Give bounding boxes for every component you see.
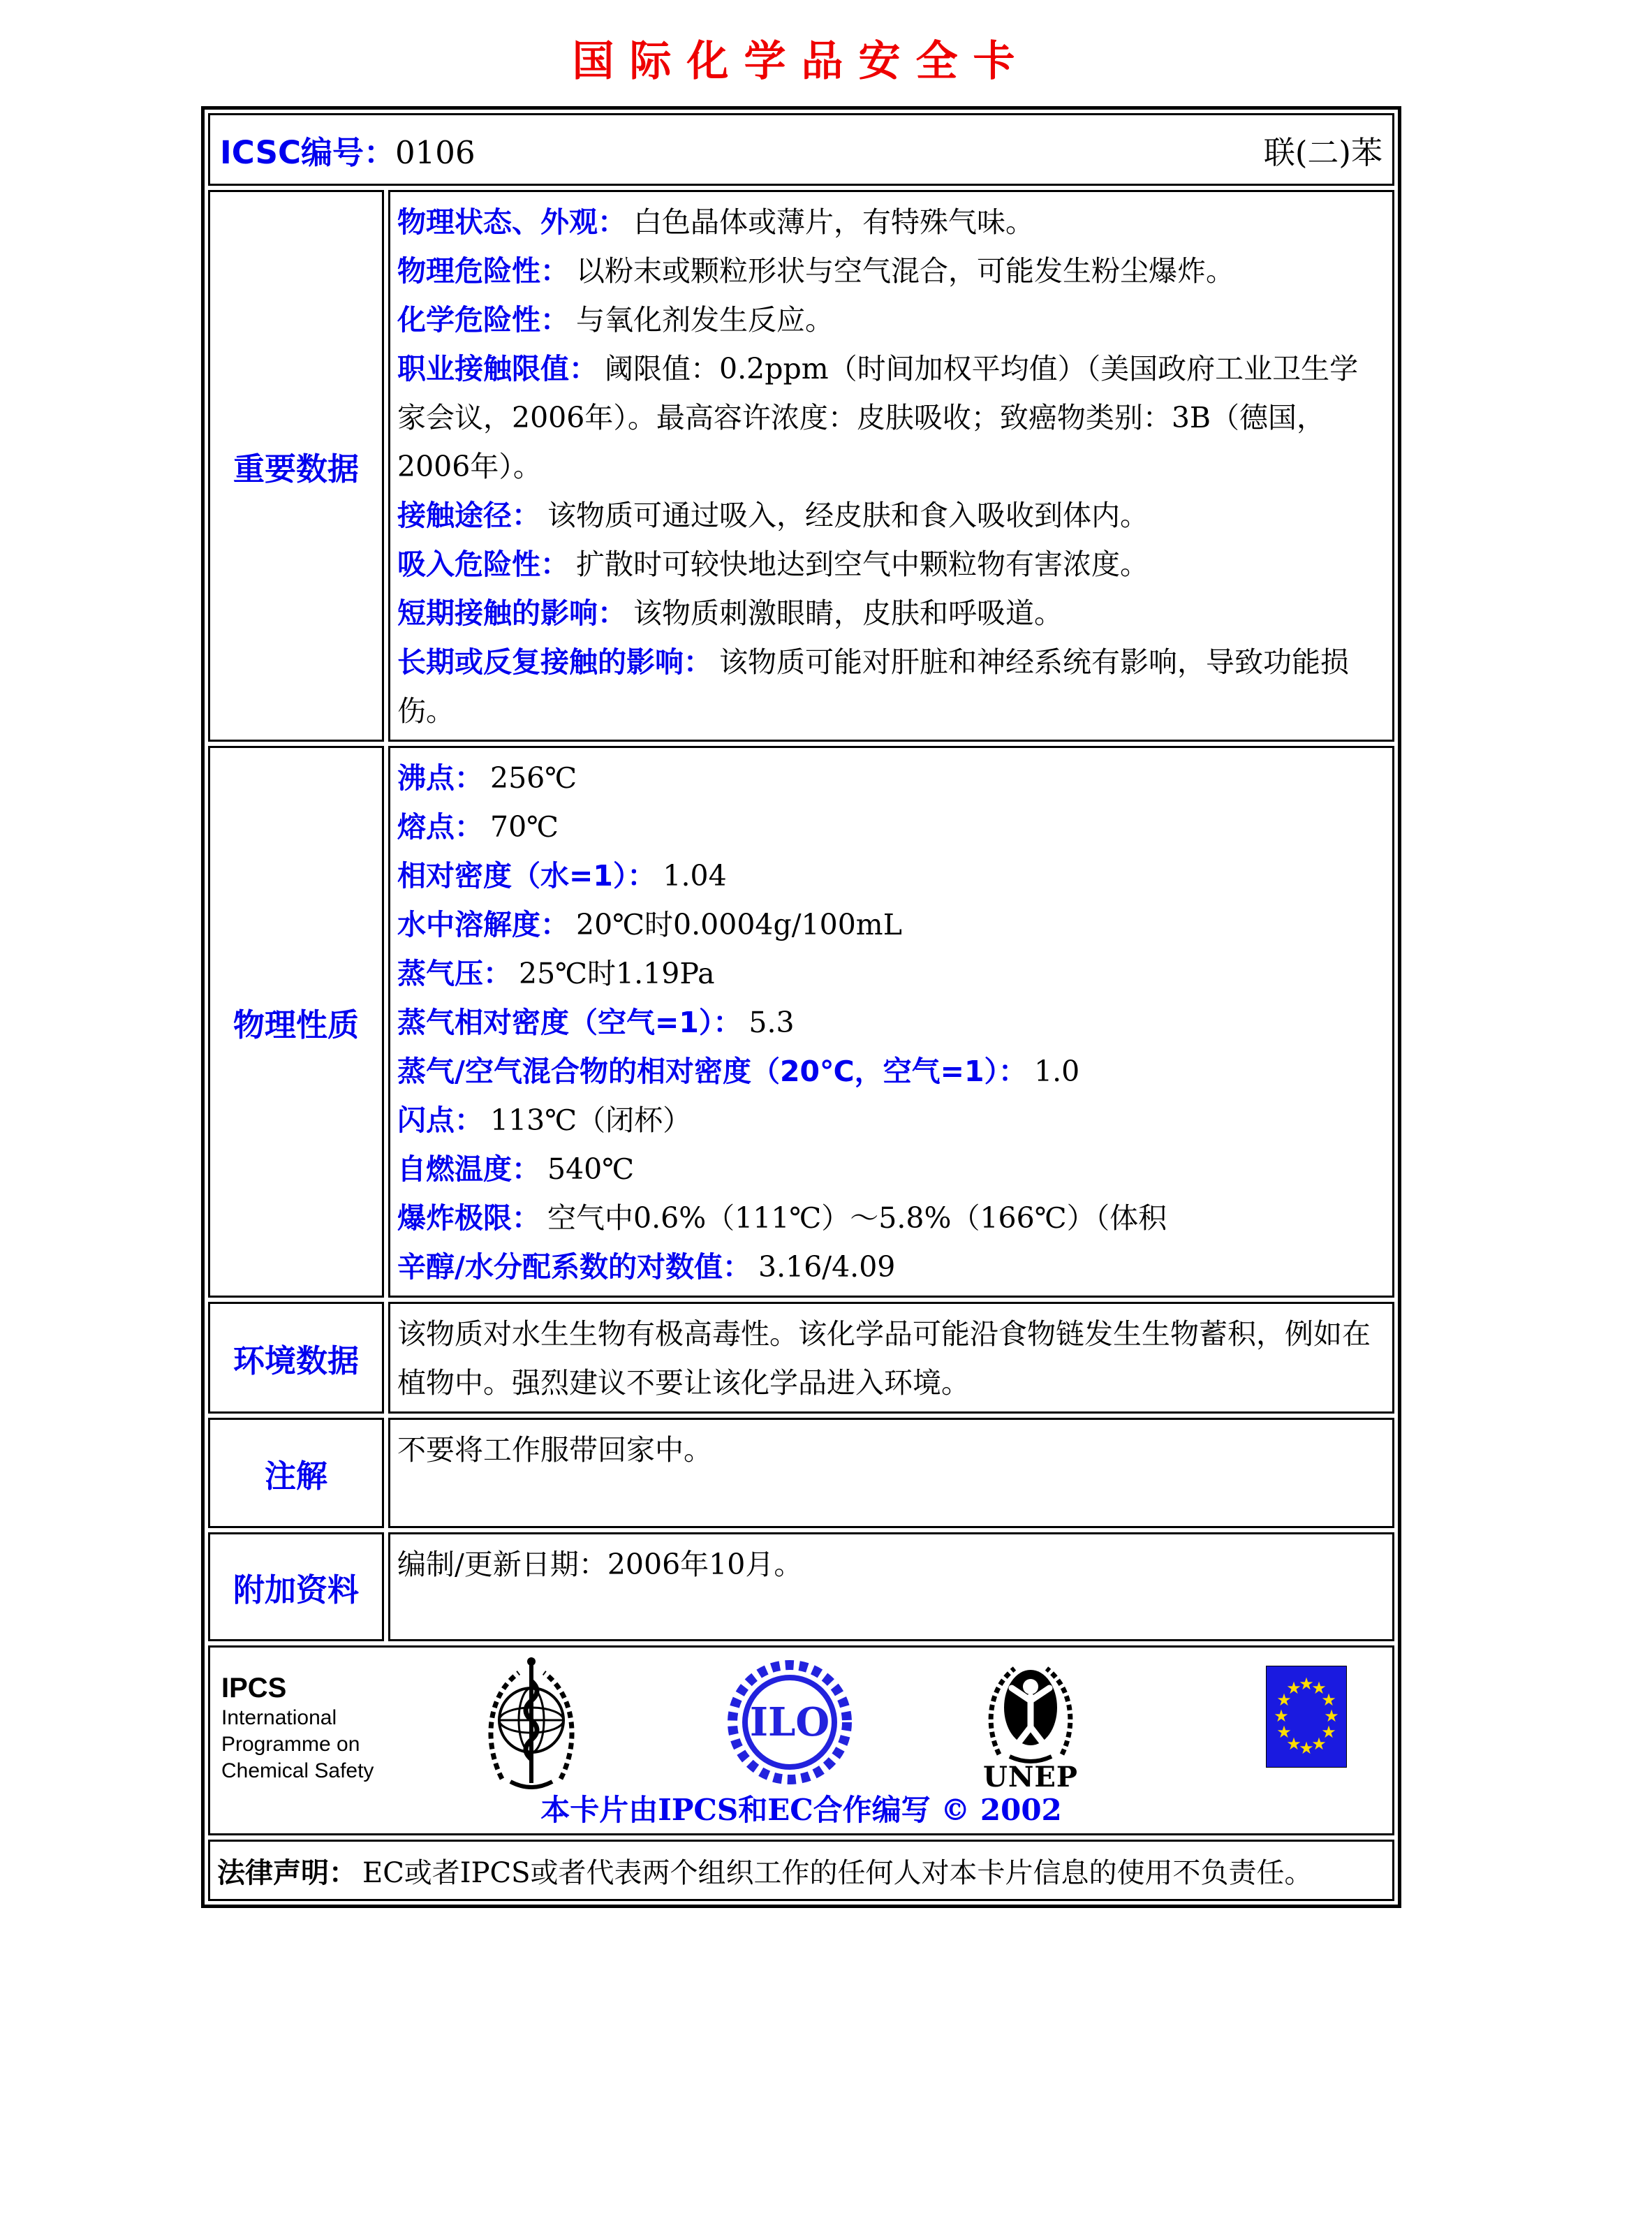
entry-label: 相对密度（水=1）： [397,859,656,893]
ilo-logo-text: ILO [749,1699,830,1745]
svg-text:★: ★ [1324,1706,1339,1726]
entry-text: 1.04 [663,859,727,893]
chemical-name: 联(二)苯 [1263,133,1382,171]
entry-label: 蒸气压： [397,957,512,990]
entry-label: 沸点： [397,761,483,795]
entry-text: 20℃时0.0004g/100mL [576,908,902,941]
data-entry [397,949,1384,998]
eu-flag-icon [1266,1666,1347,1770]
data-entry [397,1242,1384,1291]
svg-text:★: ★ [1311,1734,1327,1754]
entry-label: 水中溶解度： [397,908,569,941]
section-content-notes [388,1418,1394,1528]
legal-cell [208,1840,1394,1901]
ilo-logo-icon [723,1656,856,1791]
legal-row [208,1840,1394,1901]
icsc-number-value: 0106 [395,133,475,171]
svg-text:★: ★ [1274,1706,1289,1726]
data-entry [397,1096,1384,1145]
data-entry [397,754,1384,802]
entry-label: 爆炸极限： [397,1201,540,1235]
svg-text:★: ★ [1276,1722,1292,1742]
svg-text:★: ★ [1276,1690,1292,1710]
entry-text: 该物质刺激眼睛，皮肤和呼吸道。 [633,596,1063,630]
section-row-environmental-data [208,1302,1394,1414]
ipcs-acronym: IPCS [221,1673,287,1703]
data-entry [397,638,1384,735]
svg-text:★: ★ [1286,1678,1301,1698]
unep-logo-text: UNEP [982,1761,1078,1793]
section-content-physical-properties [388,746,1394,1298]
legal-label: 法律声明： [217,1856,357,1889]
entry-label: 闪点： [397,1103,483,1137]
ipcs-text-block [221,1671,374,1784]
data-entry [397,1194,1384,1242]
entry-text: 1.0 [1034,1055,1080,1088]
entry-text: 25℃时1.19Pa [519,957,715,990]
svg-text:★: ★ [1321,1722,1336,1742]
section-content-environmental-data [388,1302,1394,1414]
entry-text: 该物质可通过吸入，经皮肤和食入吸收到体内。 [547,499,1149,532]
ipcs-line-3: Chemical Safety [221,1759,374,1782]
logos-caption: 本卡片由IPCS和EC合作编写 © 2002 [540,1793,1062,1827]
page-title: 国际化学品安全卡 [572,37,1031,86]
svg-text:★: ★ [1321,1690,1336,1710]
entry-text: 白色晶体或薄片，有特殊气味。 [633,205,1034,239]
entry-label: 辛醇/水分配系数的对数值： [397,1250,751,1284]
section-content-additional-info [388,1532,1394,1641]
entry-text: 540℃ [547,1152,635,1186]
svg-text:★: ★ [1299,1738,1314,1758]
entry-text: 70℃ [490,810,559,844]
entry-text: 3.16/4.09 [758,1250,896,1284]
svg-text:★: ★ [1311,1678,1327,1698]
entry-text: 空气中0.6%（111℃）～5.8%（166℃）（体积 [547,1201,1167,1235]
svg-text:★: ★ [1286,1734,1301,1754]
entry-text: 113℃（闭杯） [490,1103,692,1137]
logos-row [208,1645,1394,1835]
icsc-number [220,127,475,173]
entry-label: 吸入危险性： [397,548,569,581]
data-entry [397,589,1384,638]
section-row-important-data [208,190,1394,742]
section-label-important-data: 重要数据 [208,190,384,742]
svg-text:★: ★ [1299,1674,1314,1694]
header-cell [208,113,1394,186]
entry-label: 物理危险性： [397,254,569,288]
section-row-physical-properties [208,746,1394,1298]
data-entry [397,1047,1384,1096]
data-entry [397,851,1384,900]
entry-label: 蒸气相对密度（空气=1）： [397,1006,742,1039]
who-logo-icon [475,1653,587,1799]
entry-label: 接触途径： [397,499,540,532]
data-entry [397,295,1384,344]
data-entry [397,998,1384,1047]
section-label-notes: 注解 [208,1418,384,1528]
data-entry [397,1425,1384,1474]
legal-text: EC或者IPCS或者代表两个组织工作的任何人对本卡片信息的使用不负责任。 [362,1856,1313,1889]
logos-cell [208,1645,1394,1835]
section-label-physical-properties: 物理性质 [208,746,384,1298]
entry-text: 与氧化剂发生反应。 [576,303,834,337]
entry-label: 短期接触的影响： [397,596,626,630]
unep-logo-icon [978,1653,1083,1791]
entry-text: 扩散时可较快地达到空气中颗粒物有害浓度。 [576,548,1149,581]
entry-label: 物理状态、外观： [397,205,626,239]
entry-text: 不要将工作服带回家中。 [397,1433,712,1467]
entry-label: 长期或反复接触的影响： [397,645,712,679]
section-row-additional-info [208,1532,1394,1641]
entry-text: 编制/更新日期：2006年10月。 [397,1548,803,1581]
ipcs-line-1: International [221,1706,337,1729]
entry-label: 蒸气/空气混合物的相对密度（20℃，空气=1）： [397,1055,1028,1088]
entry-label: 化学危险性： [397,303,569,337]
header-row [208,113,1394,186]
entry-text: 阈限值：0.2ppm（时间加权平均值）（美国政府工业卫生学家会议，2006年）。最高容许浓度：皮肤吸收；致癌物类别：3B（德国，2006年）。 [397,352,1359,483]
data-entry [397,1145,1384,1194]
data-entry [397,1310,1384,1407]
section-row-notes [208,1418,1394,1528]
section-label-environmental-data: 环境数据 [208,1302,384,1414]
icsc-card-table [201,106,1401,1908]
section-content-important-data [388,190,1394,742]
data-entry [397,1540,1384,1589]
section-label-additional-info: 附加资料 [208,1532,384,1641]
data-entry [397,900,1384,949]
entry-label: 熔点： [397,810,483,844]
ipcs-line-2: Programme on [221,1733,360,1756]
entry-text: 以粉末或颗粒形状与空气混合，可能发生粉尘爆炸。 [576,254,1234,288]
data-entry [397,802,1384,851]
data-entry [397,247,1384,295]
entry-label: 职业接触限值： [397,352,598,386]
entry-label: 自燃温度： [397,1152,540,1186]
entry-text: 256℃ [490,761,577,795]
data-entry [397,540,1384,589]
entry-text: 5.3 [748,1006,795,1039]
data-entry [397,344,1384,491]
icsc-number-label: ICSC编号： [220,133,396,171]
data-entry [397,198,1384,247]
entry-text: 该物质可能对肝脏和神经系统有影响，导致功能损伤。 [397,645,1349,728]
entry-text: 该物质对水生生物有极高毒性。该化学品可能沿食物链发生生物蓄积，例如在植物中。强烈建议不要让该化学品进入环境。 [397,1317,1371,1400]
data-entry [397,491,1384,540]
